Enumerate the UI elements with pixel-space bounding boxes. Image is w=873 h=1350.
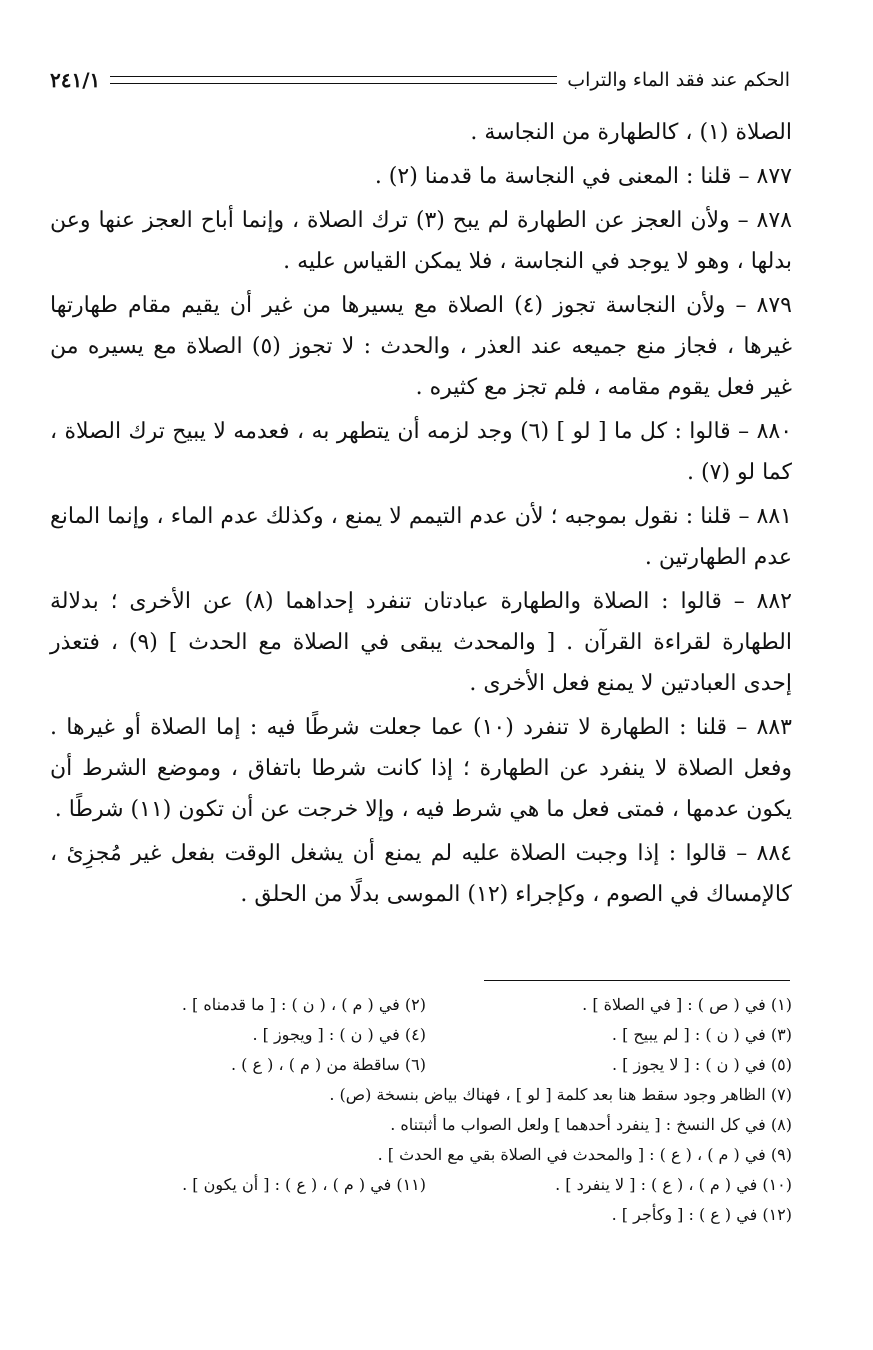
paragraph-878: ٨٧٨ – ولأن العجز عن الطهارة لم يبح (٣) ترك الصلاة ، وإنما أباح العجز عنها وعن بدلها ، وهو لا يوجد في النجاسة ، فلا يمكن القياس عليه . — [50, 208, 792, 274]
page-number: ٢٤١/١ — [50, 68, 101, 92]
paragraph-884: ٨٨٤ – قالوا : إذا وجبت الصلاة عليه لم يمنع أن يشغل الوقت بفعل غير مُجزِئ ، كالإمساك في الصوم ، وكإجراء (١٢) الموسى بدلًا من الحلق . — [50, 841, 792, 907]
footnote-6: (٦) ساقطة من ( م ) ، ( ع ) . — [231, 1055, 426, 1074]
footnote-row — [60, 1080, 792, 1110]
footnote-3: (٣) في ( ن ) : [ لم يبيح ] . — [611, 1025, 792, 1044]
running-header — [50, 62, 790, 98]
footnote-row — [60, 1170, 792, 1200]
footnote-1: (١) في ( ص ) : [ في الصلاة ] . — [582, 995, 792, 1014]
footnote-2: (٢) في ( م ) ، ( ن ) : [ ما قدمناه ] . — [181, 995, 426, 1014]
footnote-row — [60, 1200, 792, 1230]
paragraph-continuation: الصلاة (١) ، كالطهارة من النجاسة . — [470, 120, 792, 145]
paragraph-883: ٨٨٣ – قلنا : الطهارة لا تنفرد (١٠) عما جعلت شرطًا فيه : إما الصلاة أو غيرها . وفعل الصلاة لا ينفرد عن الطهارة ؛ إذا كانت شرطا باتفاق ، وموضع الشرط أن يكون عدمها ، فمتى فعل ما هي شرط فيه ، وإلا خرجت عن أن تكون (١١) شرطًا . — [50, 715, 792, 822]
footnote-row — [60, 1050, 792, 1080]
footnote-row — [60, 1020, 792, 1050]
footnote-10: (١٠) في ( م ) ، ( ع ) : [ لا ينفرد ] . — [555, 1175, 792, 1194]
footnote-7: (٧) الظاهر وجود سقط هنا بعد كلمة [ لو ] ، فهناك بياض بنسخة (ص) . — [329, 1085, 792, 1104]
footnote-4: (٤) في ( ن ) : [ ويجوز ] . — [252, 1025, 426, 1044]
main-text — [50, 112, 792, 918]
footnote-11: (١١) في ( م ) ، ( ع ) : [ أن يكون ] . — [182, 1175, 426, 1194]
footnote-row — [60, 1140, 792, 1170]
footnotes — [60, 990, 792, 1230]
paragraph-882: ٨٨٢ – قالوا : الصلاة والطهارة عبادتان تنفرد إحداهما (٨) عن الأخرى ؛ بدلالة الطهارة لقراءة القرآن . [ والمحدث يبقى في الصلاة مع الحدث ] (٩) ، فتعذر إحدى العبادتين لا يمنع فعل الأخرى . — [50, 589, 792, 696]
header-double-rule — [110, 76, 557, 84]
paragraph-877: ٨٧٧ – قلنا : المعنى في النجاسة ما قدمنا (٢) . — [374, 164, 792, 189]
paragraph-879: ٨٧٩ – ولأن النجاسة تجوز (٤) الصلاة مع يسيرها من غير أن يقيم مقام طهارتها غيرها ، فجاز منع جميعه عند العذر ، والحدث : لا تجوز (٥) الصلاة مع يسيره من غير فعل يقوم مقامه ، فلم تجز مع كثيره . — [50, 293, 792, 400]
footnote-row — [60, 1110, 792, 1140]
footnote-separator — [484, 980, 790, 981]
header-title: الحكم عند فقد الماء والتراب — [567, 69, 790, 91]
paragraph-881: ٨٨١ – قلنا : نقول بموجبه ؛ لأن عدم التيمم لا يمنع ، وكذلك عدم الماء ، وإنما المانع عدم الطهارتين . — [50, 504, 792, 570]
footnote-8: (٨) في كل النسخ : [ ينفرد أحدهما ] ولعل الصواب ما أثبتناه . — [390, 1115, 792, 1134]
paragraph-880: ٨٨٠ – قالوا : كل ما [ لو ] (٦) وجد لزمه أن يتطهر به ، فعدمه لا يبيح ترك الصلاة ، كما لو (٧) . — [50, 419, 793, 485]
footnote-row — [60, 990, 792, 1020]
footnote-5: (٥) في ( ن ) : [ لا يجوز ] . — [611, 1055, 792, 1074]
footnote-12: (١٢) في ( ع ) : [ وكأجر ] . — [611, 1205, 792, 1224]
footnote-9: (٩) في ( م ) ، ( ع ) : [ والمحدث في الصلاة بقي مع الحدث ] . — [377, 1145, 792, 1164]
